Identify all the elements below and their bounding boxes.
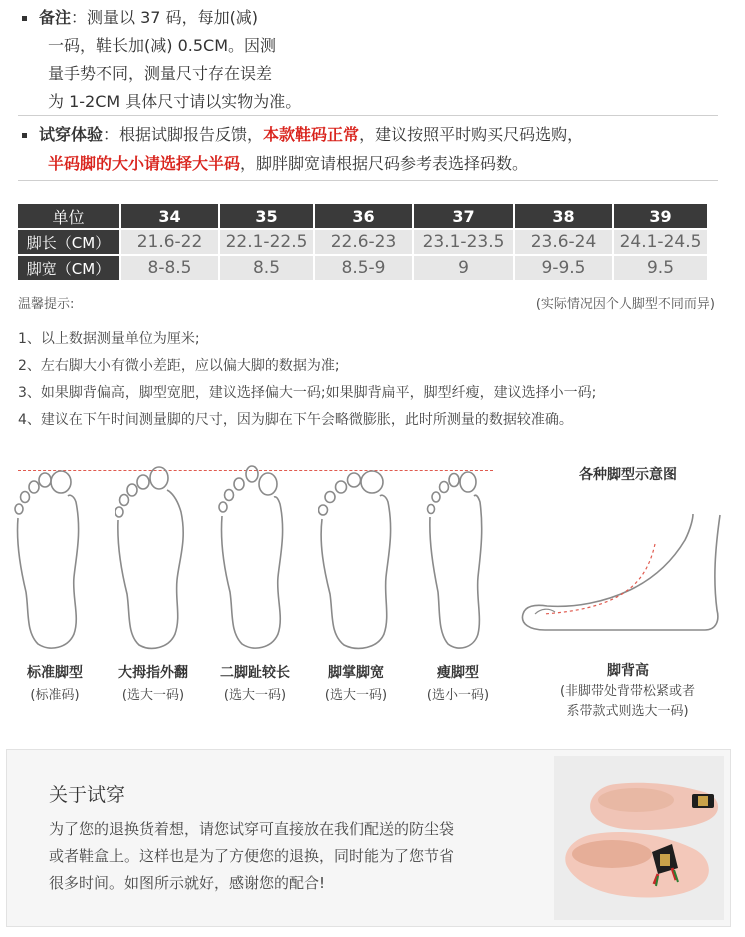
note-text-1: 测量以 37 码，每加(减) [87, 8, 259, 27]
shoe-photo [554, 756, 724, 920]
high-instep-note [540, 682, 715, 722]
about-title: 关于试穿 [49, 784, 126, 806]
table-row-length [18, 230, 707, 254]
table-cell: 9 [414, 256, 513, 280]
tryon-line-2 [22, 149, 722, 178]
divider [18, 180, 718, 181]
table-cell: 21.6-22 [121, 230, 218, 254]
foot-type-label: 标准脚型 [27, 665, 83, 681]
tryon-colon: ： [103, 125, 120, 144]
note-text-2: 一码，鞋长加(减) 0.5CM。因测 [48, 36, 276, 55]
header-cell-size: 34 [121, 204, 218, 228]
tryon-highlight-a: 本款鞋码正常 [263, 125, 360, 144]
high-instep-note-line-1: (非脚带处背带松紧或者 [559, 684, 696, 699]
row-label-length: 脚长（CM） [18, 230, 119, 254]
note-label: 备注 [39, 8, 72, 27]
list-item: 3、如果脚背偏高，脚型宽肥，建议选择偏大一码;如果脚背扁平，脚型纤瘦，建议选择小一码; [18, 385, 597, 401]
tryon-text-c: ，脚胖脚宽请根据尺码参考表选择码数。 [240, 154, 529, 173]
table-cell: 24.1-24.5 [614, 230, 707, 254]
tryon-line-1 [22, 120, 722, 149]
table-cell: 8.5-9 [315, 256, 412, 280]
thin-foot-icon [426, 462, 490, 652]
row-label-width: 脚宽（CM） [18, 256, 119, 280]
foot-type-sub: (选大一码) [324, 688, 388, 703]
header-cell-size: 35 [220, 204, 313, 228]
table-cell: 22.6-23 [315, 230, 412, 254]
table-cell: 23.1-23.5 [414, 230, 513, 254]
list-item: 1、以上数据测量单位为厘米; [18, 331, 200, 347]
foot-types-section [0, 440, 745, 740]
table-cell: 8-8.5 [121, 256, 218, 280]
about-text-line-2: 或者鞋盒上。这样也是为了方便您的退换，同时能为了您节省 [49, 847, 455, 865]
about-text-line-1: 为了您的退换货着想，请您试穿可直接放在我们配送的防尘袋 [49, 820, 455, 838]
tryon-text-b: ，建议按照平时购买尺码选购， [359, 125, 584, 144]
header-cell-size: 36 [315, 204, 412, 228]
high-instep-label: 脚背高 [607, 663, 649, 679]
table-cell: 8.5 [220, 256, 313, 280]
high-instep-note-line-2: 系带款式则选大一码) [566, 704, 689, 719]
foot-diagram-title: 各种脚型示意图 [579, 467, 677, 483]
table-row-width [18, 256, 707, 280]
header-cell-size: 38 [515, 204, 612, 228]
wide-foot-icon [318, 462, 398, 652]
bunion-foot-icon [115, 462, 187, 652]
note-text-4: 为 1-2CM 具体尺寸请以实物为准。 [48, 92, 302, 111]
tryon-experience [22, 120, 722, 178]
standard-foot-icon [14, 462, 86, 652]
foot-type-label: 脚掌脚宽 [328, 665, 384, 681]
foot-type-label: 二脚趾较长 [220, 665, 290, 681]
foot-type-label: 瘦脚型 [437, 665, 479, 681]
tips-title: 温馨提示: [18, 297, 75, 312]
long-second-toe-foot-icon [218, 462, 290, 652]
header-cell-size: 39 [614, 204, 707, 228]
tips-list [18, 326, 596, 434]
divider [18, 115, 718, 116]
table-cell: 22.1-22.5 [220, 230, 313, 254]
note-colon: ： [71, 8, 88, 27]
measurement-note [22, 4, 322, 116]
tryon-highlight-b: 半码脚的大小请选择大半码 [48, 154, 241, 173]
foot-type-sub: (标准码) [30, 688, 80, 703]
note-text-3: 量手势不同，测量尺寸存在误差 [48, 64, 273, 83]
table-cell: 9-9.5 [515, 256, 612, 280]
about-text [49, 816, 519, 897]
foot-type-sub: (选大一码) [121, 688, 185, 703]
foot-type-sub: (选大一码) [223, 688, 287, 703]
size-table [16, 202, 709, 282]
header-cell-size: 37 [414, 204, 513, 228]
bullet-icon [22, 16, 27, 21]
size-table-header [18, 204, 707, 228]
table-cell: 23.6-24 [515, 230, 612, 254]
table-cell: 9.5 [614, 256, 707, 280]
tryon-label: 试穿体验 [39, 125, 104, 144]
note-line-1 [22, 4, 322, 32]
tips-note: (实际情况因个人脚型不同而异) [535, 297, 715, 312]
high-instep-foot-icon [515, 510, 725, 640]
tryon-text-a: 根据试脚报告反馈， [119, 125, 264, 144]
header-cell-unit: 单位 [18, 204, 119, 228]
foot-type-label: 大拇指外翻 [118, 665, 188, 681]
list-item: 4、建议在下午时间测量脚的尺寸，因为脚在下午会略微膨胀，此时所测量的数据较准确。 [18, 412, 573, 428]
foot-type-sub: (选小一码) [426, 688, 490, 703]
bullet-icon [22, 133, 27, 138]
pink-flats-image [554, 756, 724, 920]
list-item: 2、左右脚大小有微小差距，应以偏大脚的数据为准; [18, 358, 340, 374]
about-text-line-3: 很多时间。如图所示就好，感谢您的配合! [49, 874, 326, 892]
about-tryon-panel [6, 749, 731, 927]
